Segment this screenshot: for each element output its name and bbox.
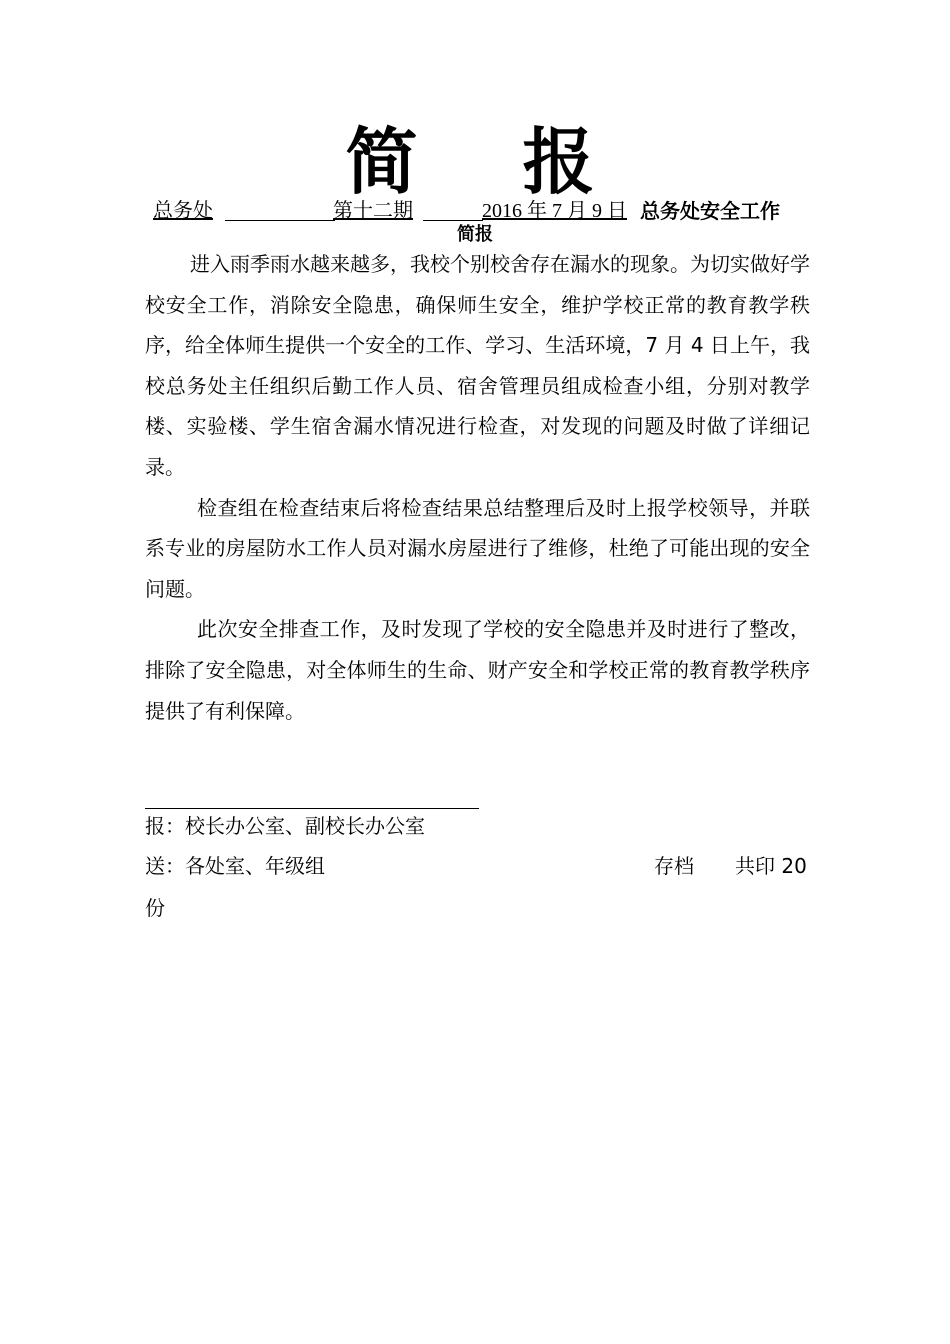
footer-send-to: 送：各处室、年级组 — [145, 854, 325, 878]
header-underline-spacer — [423, 196, 483, 221]
body-paragraph: 进入雨季雨水越来越多，我校个别校舍存在漏水的现象。为切实做好学校安全工作，消除安全隐患，确保师生安全，维护学校正常的教育教学秩序，给全体师生提供一个安全的工作、学习、生活环境，7 月 4 日上午，我校总务处主任组织后勤工作人员、宿舍管理员组成检查小组，分别对教学楼、实验楼、学生宿舍漏水情况进行检查，对发现的问题及时做了详细记录。 — [145, 252, 810, 479]
body-paragraph: 此次安全排查工作，及时发现了学校的安全隐患并及时进行了整改，排除了安全隐患，对全体师生的生命、财产安全和学校正常的教育教学秩序提供了有利保障。 — [145, 617, 810, 723]
footer-copies-unit: 份 — [145, 896, 165, 920]
header-issue-number: 第十二期 — [333, 200, 413, 222]
footer-copies: 共印 20 — [735, 854, 807, 878]
header-underline-spacer — [225, 196, 335, 221]
header-date: 2016 年 7 月 9 日 — [482, 200, 627, 222]
document-title: 简 报 — [345, 120, 635, 204]
footer-report-to: 报：校长办公室、副校长办公室 — [145, 814, 425, 838]
document-body — [145, 244, 810, 731]
body-paragraph: 检查组在检查结束后将检查结果总结整理后及时上报学校领导，并联系专业的房屋防水工作人员对漏水房屋进行了维修，杜绝了可能出现的安全问题。 — [145, 495, 810, 601]
header-subject: 总务处安全工作 — [640, 199, 780, 223]
footer-archive: 存档 — [654, 854, 694, 878]
header-department: 总务处 — [153, 200, 213, 222]
footer-divider — [145, 808, 479, 809]
document-subtitle: 简报 — [457, 224, 493, 245]
